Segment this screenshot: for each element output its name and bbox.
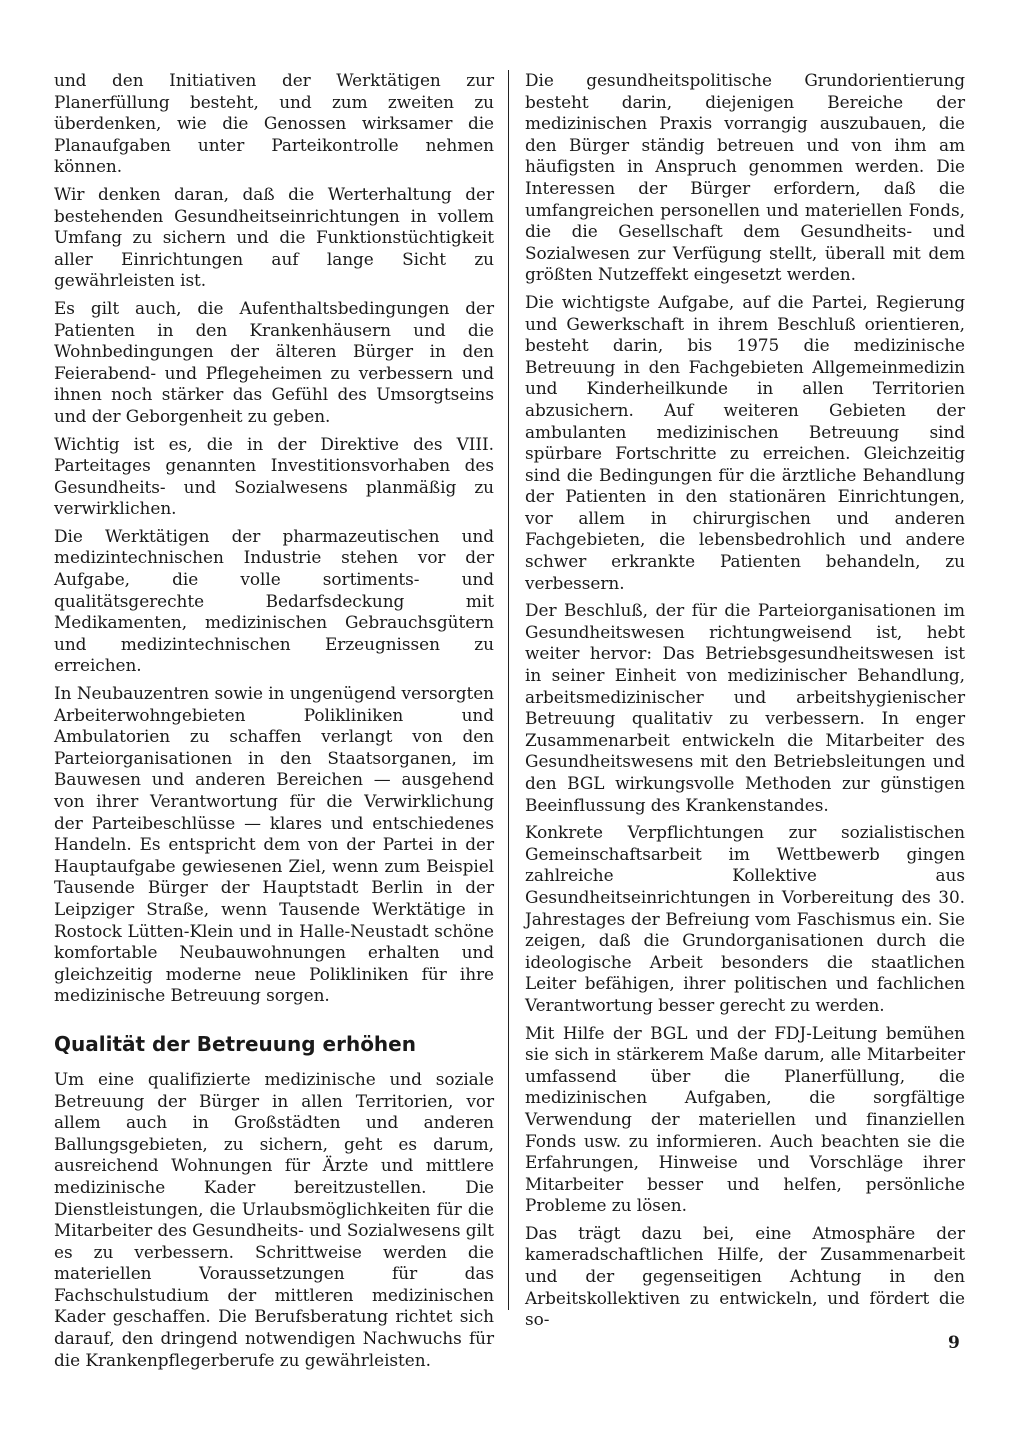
paragraph: In Neubauzentren sowie in ungenügend versorgten Arbeiterwohngebieten Polikliniken und Ambulatorien zu schaffen verlangt von den Parteiorganisationen in den Staatsorganen, im Bauwesen und anderen Bereichen — ausgehend von ihrer Verantwortung für die Verwirklichung der Parteibeschlüsse — klares und entschiedenes Handeln. Es entspricht dem von der Partei in der Hauptaufgabe gewiesenen Ziel, wenn zum Beispiel Tausende Bürger der Hauptstadt Berlin in der Leipziger Straße, wenn Tausende Werktätige in Rostock Lütten-Klein und in Halle-Neustadt schöne komfortable Neubauwohnungen erhalten und gleichzeitig moderne neue Polikliniken für ihre medizinische Betreuung sorgen.: [54, 683, 494, 1006]
paragraph: Konkrete Verpflichtungen zur sozialistischen Gemeinschaftsarbeit im Wettbewerb gingen zahlreiche Kollektive aus Gesundheitseinrichtungen in Vorbereitung des 30. Jahrestages der Befreiung vom Faschismus ein. Sie zeigen, daß die Grundorganisationen durch die ideologische Arbeit besonders die staatlichen Leiter befähigen, ihrer politischen und fachlichen Verantwortung besser gerecht zu werden.: [525, 822, 965, 1015]
paragraph: und den Initiativen der Werktätigen zur Planerfüllung besteht, und zum zweiten zu überdenken, wie die Genossen wirksamer die Planaufgaben unter Parteikontrolle nehmen können.: [54, 70, 494, 177]
right-column: [525, 70, 965, 1337]
paragraph: Es gilt auch, die Aufenthaltsbedingungen der Patienten in den Krankenhäusern und die Wohnbedingungen der älteren Bürger in den Feierabend- und Pflegeheimen zu verbessern und ihnen noch stärker das Gefühl des Umsorgtseins und der Geborgenheit zu geben.: [54, 297, 494, 426]
paragraph: Der Beschluß, der für die Parteiorganisationen im Gesundheitswesen richtungweisend ist, hebt weiter hervor: Das Betriebsgesundheitswesen ist in seiner Einheit von medizinischer Behandlung, arbeitsmedizinischer und arbeitshygienischer Betreuung qualitativ zu verbessern. In enger Zusammenarbeit entwickeln die Mitarbeiter des Gesundheitswesens mit den Betriebsleitungen und den BGL wirkungsvolle Methoden zur günstigen Beeinflussung des Krankenstandes.: [525, 600, 965, 815]
section-heading: Qualität der Betreuung erhöhen: [54, 1031, 416, 1056]
paragraph: Um eine qualifizierte medizinische und soziale Betreuung der Bürger in allen Territorien, vor allem auch in Großstädten und anderen Ballungsgebieten, zu sichern, geht es darum, ausreichend Wohnungen für Ärzte und mittlere medizinische Kader bereitzustellen. Die Dienstleistungen, die Urlaubsmöglichkeiten für die Mitarbeiter des Gesundheits- und Sozialwesens gilt es zu verbessern. Schrittweise werden die materiellen Voraussetzungen für das Fachschulstudium der mittleren medizinischen Kader geschaffen. Die Berufsberatung richtet sich darauf, den dringend notwendigen Nachwuchs für die Krankenpflegerberufe zu gewährleisten.: [54, 1068, 494, 1370]
paragraph: Wichtig ist es, die in der Direktive des VIII. Parteitages genannten Investitionsvorhaben des Gesundheits- und Sozialwesens planmäßig zu verwirklichen.: [54, 433, 494, 519]
paragraph: Die Werktätigen der pharmazeutischen und medizintechnischen Industrie stehen vor der Aufgabe, die volle sortiments- und qualitätsgerechte Bedarfsdeckung mit Medikamenten, medizinischen Gebrauchsgütern und medizintechnischen Erzeugnissen zu erreichen.: [54, 525, 494, 676]
paragraph: Wir denken daran, daß die Werterhaltung der bestehenden Gesundheitseinrichtungen in vollem Umfang zu sichern und die Funktionstüchtigkeit aller Einrichtungen auf lange Sicht zu gewährleisten ist.: [54, 183, 494, 291]
paragraph: Mit Hilfe der BGL und der FDJ-Leitung bemühen sie sich in stärkerem Maße darum, alle Mitarbeiter umfassend über die Planerfüllung, die medizinischen Aufgaben, die sorgfältige Verwendung der materiellen und finanziellen Fonds usw. zu informieren. Auch beachten sie die Erfahrungen, Hinweise und Vorschläge ihrer Mitarbeiter besser und helfen, persönliche Probleme zu lösen.: [525, 1022, 965, 1216]
left-column: [54, 70, 494, 1377]
paragraph: Die wichtigste Aufgabe, auf die Partei, Regierung und Gewerkschaft in ihrem Beschluß orientieren, besteht darin, bis 1975 die medizinische Betreuung in den Fachgebieten Allgemeinmedizin und Kinderheilkunde in allen Territorien abzusichern. Auf weiteren Gebieten der ambulanten medizinischen Betreuung sind spürbare Fortschritte zu erreichen. Gleichzeitig sind die Bedingungen für die ärztliche Behandlung der Patienten in den stationären Einrichtungen, vor allem in chirurgischen und anderen Fachgebieten, die lebensbedrohlich und andere schwer erkrankte Patienten behandeln, zu verbessern.: [525, 291, 965, 593]
paragraph: Die gesundheitspolitische Grundorientierung besteht darin, diejenigen Bereiche der medizinischen Praxis vorrangig auszubauen, die den Bürger ständig betreuen und von ihm am häufigsten in Anspruch genommen werden. Die Interessen der Bürger erfordern, daß die umfangreichen personellen und materiellen Fonds, die die Gesellschaft dem Gesundheits- und Sozialwesen zur Verfügung stellt, überall mit dem größten Nutzeffekt eingesetzt werden.: [525, 70, 965, 285]
column-divider: [508, 70, 509, 1310]
page-number: 9: [948, 1333, 960, 1353]
paragraph: Das trägt dazu bei, eine Atmosphäre der kameradschaftlichen Hilfe, der Zusammenarbeit und der gegenseitigen Achtung in den Arbeitskollektiven zu entwickeln, und fördert die so-: [525, 1222, 965, 1330]
